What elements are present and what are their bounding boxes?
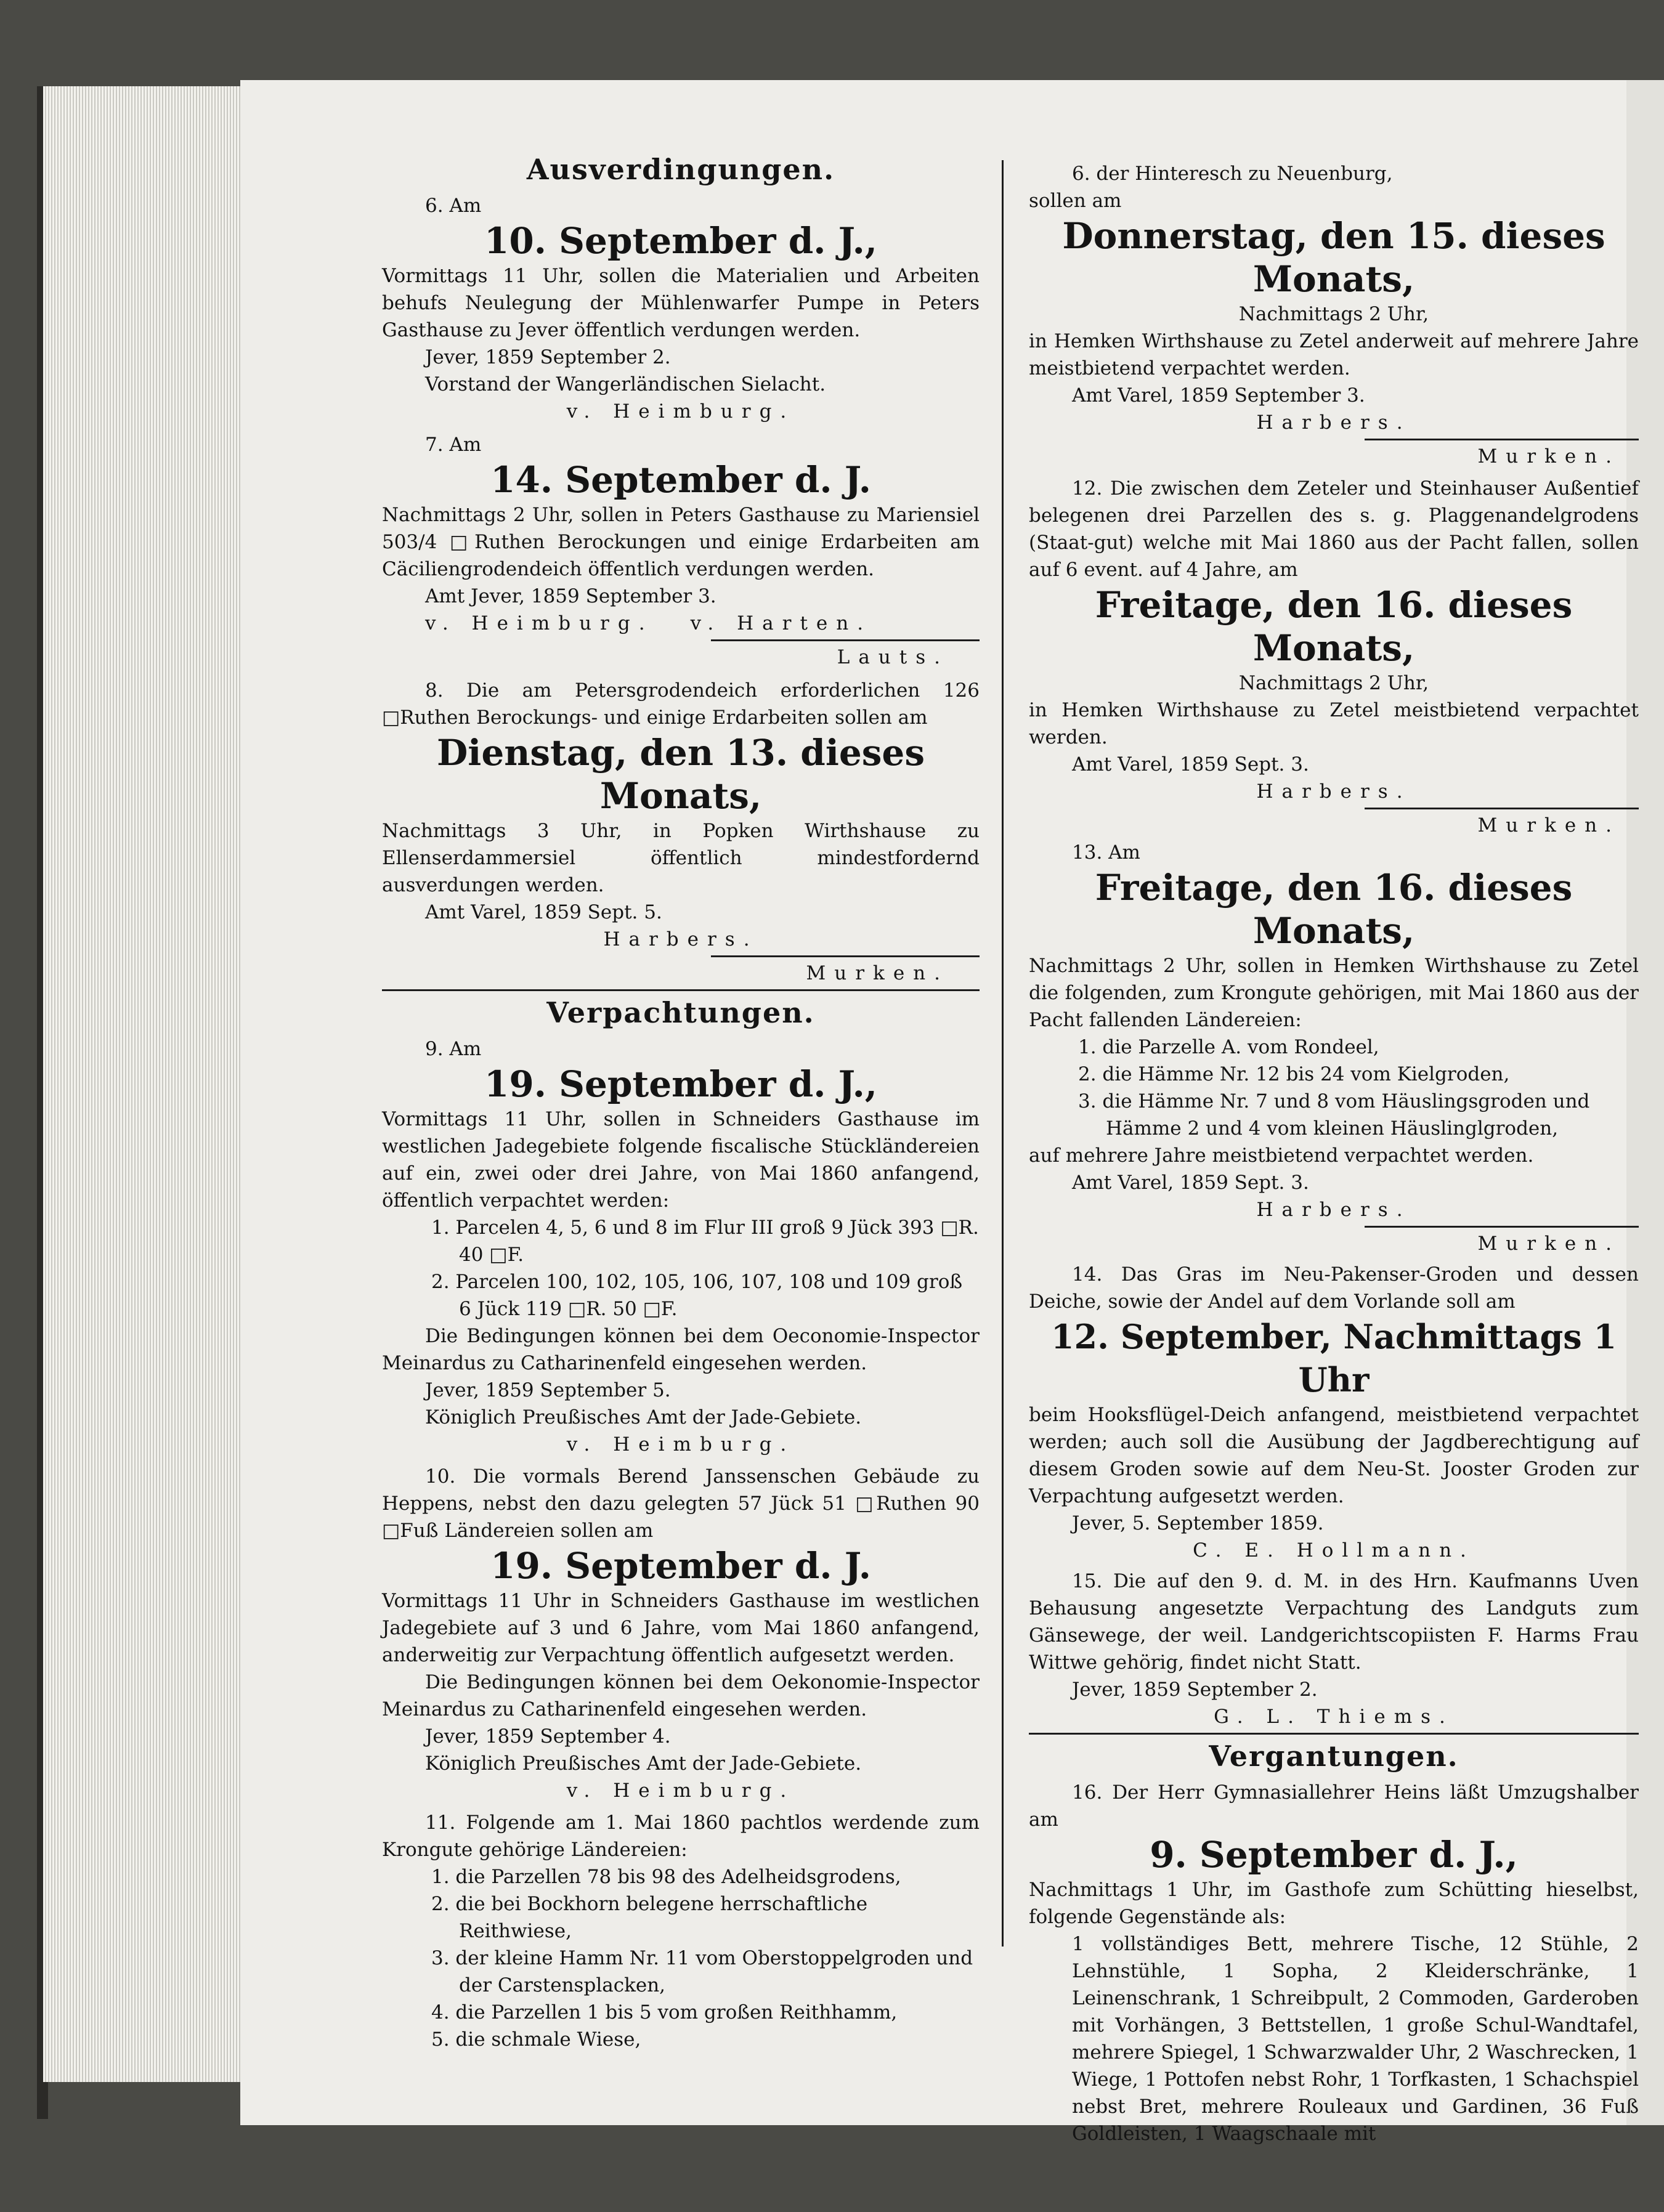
notice-date: Freitage, den 16. dieses Monats, [1095,584,1573,669]
signature-rule [1365,1226,1639,1228]
signature-rule [711,955,980,957]
notice-organisation: Königlich Preußisches Amt der Jade-Gebiete. [425,1406,862,1428]
notice-text: Die Bedingungen können bei dem Oekonomie-Inspector Meinardus zu Catharinenfeld eingesehen werden. [382,1671,980,1720]
list-item: 2. Parcelen 100, 102, 105, 106, 107, 108 und 109 groß 6 Jück 119 □R. 50 □F. [431,1271,963,1320]
notice-location: Jever, 1859 September 4. [425,1725,671,1748]
notice-text: 10. Die vormals Berend Janssenschen Gebäude zu Heppens, nebst den dazu gelegten 57 Jück 51 □Ruthen 90 □Fuß Ländereien sollen am [382,1465,980,1542]
notice-number: 9. Am [425,1038,482,1060]
column-divider [1002,160,1004,1947]
list-item: 4. die Parzellen 1 bis 5 vom großen Reithhamm, [431,2001,898,2024]
notice-date: 14. September d. J. [490,459,871,501]
notice-date: 19. September d. J., [484,1063,877,1105]
section-heading-vergantungen: Vergantungen. [1209,1740,1459,1773]
notice-signature: Murken. [1477,814,1620,837]
list-item: 3. der kleine Hamm Nr. 11 vom Oberstoppelgroden und der Carstensplacken, [431,1947,973,1996]
notice-signature: Harbers. [1256,1199,1411,1221]
notice-text: 15. Die auf den 9. d. M. in des Hrn. Kaufmanns Uven Behausung angesetzte Verpachtung des Landguts zum Gänsewege, der weil. Landgerichtscopiisten F. Harms Frau Wittwe gehörig, findet nicht Statt. [1029,1570,1639,1674]
notice-date: 10. September d. J., [484,220,877,262]
notice-signature: Harbers. [603,928,758,950]
list-item: 3. die Hämme Nr. 7 und 8 vom Häuslingsgroden und Hämme 2 und 4 vom kleinen Häuslinglgroden, [1078,1090,1590,1140]
notice-text: 14. Das Gras im Neu-Pakenser-Groden und dessen Deiche, sowie der Andel auf dem Vorlande soll am [1029,1263,1639,1313]
signature-rule [1365,439,1639,440]
left-column [382,148,980,2053]
notice-time: Nachmittags 2 Uhr, [1238,672,1429,694]
notice-item: 6. der Hinteresch zu Neuenburg, [1072,163,1393,185]
notice-organisation: Königlich Preußisches Amt der Jade-Gebiete. [425,1752,862,1775]
notice-location: Jever, 1859 September 2. [425,346,671,368]
list-item: 1. die Parzelle A. vom Rondeel, [1078,1036,1379,1058]
notice-text: 11. Folgende am 1. Mai 1860 pachtlos werdende zum Krongute gehörige Ländereien: [382,1812,980,1861]
notice-location: Jever, 5. September 1859. [1072,1512,1324,1534]
notice-signature: Murken. [1477,1233,1620,1255]
notice-location: Jever, 1859 September 2. [1072,1679,1318,1701]
notice-text: Vormittags 11 Uhr in Schneiders Gasthause im westlichen Jadegebiete auf 3 und 6 Jahre, vom Mai 1860 anfangend, anderweitig zur Verpachtung öffentlich aufgesetzt werden. [382,1590,980,1666]
section-rule [382,989,980,991]
notice-text: 1 vollständiges Bett, mehrere Tische, 12 Stühle, 2 Lehnstühle, 1 Sopha, 2 Kleiderschränke, 1 Leinenschrank, 1 Schreibpult, 2 Commoden, Garderoben mit Vorhängen, 3 Bettstellen, 1 große Schul-Wandtafel, mehrere Spiegel, 1 Schwarzwalder Uhr, 2 Waschrecken, 1 Wiege, 1 Pottofen nebst Rohr, 1 Torfkasten, 1 Schachspiel nebst Bret, mehrere Rouleaux und Gardinen, 36 Fuß Goldleisten, 1 Waagschaale mit [1072,1933,1639,2145]
section-heading-verpachtungen: Verpachtungen. [546,996,815,1029]
notice-text: auf mehrere Jahre meistbietend verpachtet werden. [1029,1144,1534,1167]
notice-signature: Harbers. [1256,780,1411,803]
notice-text: Nachmittags 2 Uhr, sollen in Peters Gasthause zu Mariensiel 503/4 □Ruthen Berockungen und einige Erdarbeiten am Cäciliengrodendeich öffentlich verdungen werden. [382,504,980,580]
notice-signature: Murken. [1477,445,1620,468]
notice-text: Vormittags 11 Uhr, sollen die Materialien und Arbeiten behufs Neulegung der Mühlenwarfer Pumpe in Peters Gasthause zu Jever öffentlich verdungen werden. [382,265,980,341]
notice-signature: G. L. Thiems. [1214,1706,1454,1728]
signature-2: v. Harten. [690,612,872,634]
notice-signature: Murken. [806,962,949,984]
notice-date: Freitage, den 16. dieses Monats, [1095,867,1573,952]
notice-text: in Hemken Wirthshause zu Zetel anderweit auf mehrere Jahre meistbietend verpachtet werden. [1029,330,1639,379]
notice-text: in Hemken Wirthshause zu Zetel meistbietend verpachtet werden. [1029,699,1639,748]
notice-location: Jever, 1859 September 5. [425,1379,671,1401]
notice-signature: v. Heimburg. [566,400,795,423]
notice-date: 12. September, Nachmittags 1 Uhr [1050,1317,1617,1400]
section-heading-ausverdingungen: Ausverdingungen. [526,153,835,186]
notice-signature: Lauts. [837,646,949,668]
signature-1: v. Heimburg. [425,612,654,634]
notice-date: Donnerstag, den 15. dieses Monats, [1062,215,1605,300]
notice-signature: Harbers. [1256,411,1411,434]
notice-date: Dienstag, den 13. dieses Monats, [437,732,925,817]
notice-text: Die Bedingungen können bei dem Oeconomie-Inspector Meinardus zu Catharinenfeld eingesehen werden. [382,1325,980,1374]
land-list [1029,1034,1639,1142]
notice-location: Amt Varel, 1859 Sept. 3. [1072,753,1309,776]
notice-signature: v. Heimburg. [566,1780,795,1802]
right-column [1029,148,1639,2147]
notice-text: sollen am [1029,190,1122,212]
notice-text: beim Hooksflügel-Deich anfangend, meistbietend verpachtet werden; auch soll die Ausübung der Jagdberechtigung auf diesem Groden sowie auf dem Neu-St. Jooster Groden zur Verpachtung aufgesetzt werden. [1029,1404,1639,1507]
parcel-list [382,1214,980,1323]
notice-text: Nachmittags 3 Uhr, in Popken Wirthshause zu Ellenserdammersiel öffentlich mindestfordernd ausverdungen werden. [382,820,980,896]
notice-number: 6. Am [425,195,482,217]
list-item: 1. die Parzellen 78 bis 98 des Adelheidsgrodens, [431,1866,901,1888]
notice-organisation: Vorstand der Wangerländischen Sielacht. [425,373,826,395]
list-item: 1. Parcelen 4, 5, 6 und 8 im Flur III groß 9 Jück 393 □R. 40 □F. [431,1217,979,1266]
notice-time: Nachmittags 2 Uhr, [1238,303,1429,325]
notice-number: 13. Am [1072,841,1140,864]
notice-location: Amt Varel, 1859 Sept. 5. [425,901,662,923]
notice-date: 9. September d. J., [1150,1834,1518,1876]
notice-text: 16. Der Herr Gymnasiallehrer Heins läßt Umzugshalber am [1029,1781,1639,1831]
notice-number: 7. Am [425,434,482,456]
notice-signatures [425,610,980,637]
signature-rule [1365,808,1639,809]
notice-signature: C. E. Hollmann. [1193,1539,1475,1562]
land-list [382,1863,980,2053]
list-item: 2. die bei Bockhorn belegene herrschaftliche Reithwiese, [431,1893,868,1942]
notice-text: 8. Die am Petersgrodendeich erforderlichen 126 □Ruthen Berockungs- und einige Erdarbeiten sollen am [382,679,980,729]
notice-text: Nachmittags 2 Uhr, sollen in Hemken Wirthshause zu Zetel die folgenden, zum Krongute gehörigen, mit Mai 1860 aus der Pacht fallenden Ländereien: [1029,955,1639,1031]
notice-text: 12. Die zwischen dem Zeteler und Steinhauser Außentief belegenen drei Parzellen des s. g. Plaggenandelgrodens (Staat-gut) welche mit Mai 1860 aus der Pacht fallen, sollen auf 6 event. auf 4 Jahre, am [1029,477,1639,581]
notice-location: Amt Varel, 1859 Sept. 3. [1072,1172,1309,1194]
notice-location: Amt Varel, 1859 September 3. [1072,384,1365,407]
notice-text: Vormittags 11 Uhr, sollen in Schneiders Gasthause im westlichen Jadegebiete folgende fiscalische Stückländereien auf ein, zwei oder drei Jahre, von Mai 1860 anfangend, öffentlich verpachtet werden: [382,1108,980,1212]
notice-date: 19. September d. J. [490,1545,871,1587]
list-item: 5. die schmale Wiese, [431,2028,641,2051]
signature-rule [711,639,980,641]
notice-location: Amt Jever, 1859 September 3. [425,585,716,607]
list-item: 2. die Hämme Nr. 12 bis 24 vom Kielgroden, [1078,1063,1510,1085]
notice-text: Nachmittags 1 Uhr, im Gasthofe zum Schütting hieselbst, folgende Gegenstände als: [1029,1879,1639,1928]
notice-signature: v. Heimburg. [566,1433,795,1456]
section-rule [1029,1733,1639,1735]
